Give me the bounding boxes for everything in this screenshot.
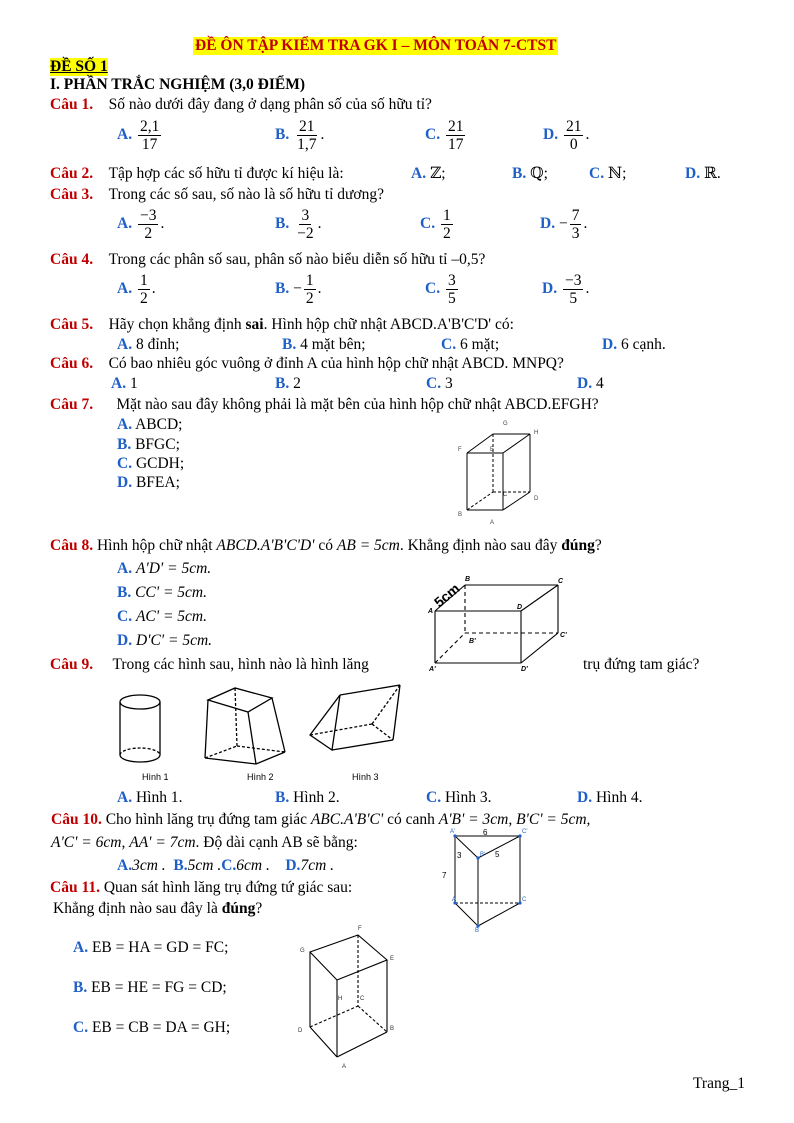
caption-hinh-2: Hình 2 — [247, 772, 274, 782]
question-text: Cho hình lăng trụ đứng tam giác — [105, 811, 311, 828]
option-key: C. — [426, 375, 442, 392]
edge-length-label: 5cm — [430, 580, 463, 611]
option-value: 3cm . — [132, 857, 166, 874]
vertex-f: F — [458, 447, 462, 453]
option-key: A. — [117, 280, 133, 298]
option-key: C. — [441, 336, 457, 353]
edge-label-6: 6 — [483, 828, 488, 837]
vertex-g: G — [503, 421, 508, 427]
question-text: Trong các phân số sau, phân số nào biểu diễn số hữu tỉ –0,5? — [108, 251, 486, 268]
denominator: 0 — [569, 136, 578, 154]
option-d[interactable] — [602, 336, 666, 354]
option-a[interactable] — [411, 165, 446, 183]
question-text: Mặt nào sau đây không phải là mặt bên của hình hộp chữ nhật ABCD.EFGH? — [116, 396, 599, 413]
suffix: . — [317, 280, 322, 298]
option-b[interactable] — [73, 979, 227, 997]
question-10 — [51, 811, 590, 829]
question-label: Câu 9. — [50, 656, 94, 673]
option-b[interactable] — [275, 272, 321, 307]
question-9 — [50, 656, 369, 674]
option-c[interactable] — [117, 455, 184, 473]
question-text: Số nào dưới đây đang ở dạng phân số của số hữu tỉ? — [108, 96, 432, 113]
option-b[interactable] — [275, 789, 340, 807]
numerator: −3 — [139, 207, 157, 224]
denominator: 2 — [144, 225, 153, 243]
option-key: B. — [275, 126, 290, 144]
option-d[interactable] — [543, 118, 589, 153]
option-b[interactable] — [117, 584, 207, 602]
option-value: 6 mặt; — [459, 336, 500, 353]
suffix: . — [320, 126, 325, 144]
option-d[interactable] — [285, 857, 334, 874]
option-key: C. — [589, 165, 605, 182]
suffix: . — [160, 215, 165, 233]
question-label: Câu 4. — [50, 251, 94, 268]
option-b[interactable] — [282, 336, 366, 354]
page-footer: Trang_1 — [693, 1075, 745, 1092]
option-value: Hình 3. — [444, 789, 492, 806]
option-value: 6cm . — [236, 857, 270, 874]
option-d[interactable] — [540, 207, 587, 242]
option-key: D. — [577, 789, 593, 806]
vertex-b: B — [390, 1026, 395, 1032]
option-key: B. — [275, 215, 290, 233]
vertex-a: A — [342, 1064, 347, 1070]
math-expression: A'C' = 6cm — [51, 834, 122, 851]
option-key: C. — [425, 280, 441, 298]
question-text: Trong các hình sau, hình nào là hình lăng — [112, 656, 369, 673]
option-c[interactable] — [426, 375, 453, 393]
emphasis: đúng — [561, 537, 595, 554]
question-label: Câu 1. — [50, 96, 94, 113]
sign: − — [293, 280, 302, 298]
denominator: 2 — [305, 290, 314, 308]
vertex-h: H — [338, 996, 343, 1002]
option-b[interactable] — [275, 118, 324, 153]
q8-box-figure — [425, 575, 585, 675]
math-expression: ABCD.A'B'C'D' — [216, 537, 315, 554]
option-key: B. — [275, 280, 290, 298]
option-value: Hình 2. — [293, 789, 340, 806]
option-key: B. — [117, 584, 132, 601]
vertex-a: A — [490, 520, 495, 526]
option-c[interactable] — [425, 272, 460, 307]
vertex-h: H — [534, 430, 539, 436]
numerator: 1 — [442, 207, 451, 224]
option-c[interactable] — [425, 118, 467, 153]
math-expression: AA' = 7cm — [129, 834, 196, 851]
q10-prism-figure — [440, 828, 535, 933]
numerator: 2,1 — [139, 118, 160, 135]
option-key: C. — [73, 1019, 89, 1036]
option-value: ℤ; — [429, 165, 446, 182]
vertex-c-prime: C' — [560, 632, 567, 639]
option-value: EB = CB = DA = GH; — [91, 1019, 231, 1036]
emphasis: sai — [245, 316, 264, 333]
question-4 — [50, 251, 485, 269]
option-key: B. — [275, 375, 290, 392]
question-text: . Độ dài cạnh AB sẽ bằng: — [195, 834, 358, 851]
denominator: 5 — [569, 290, 578, 308]
option-key: B. — [173, 857, 188, 874]
question-text-end: ? — [594, 537, 602, 554]
option-value: 7cm . — [300, 857, 335, 874]
question-3 — [50, 186, 384, 204]
option-key: A. — [117, 336, 133, 353]
q9-figures — [110, 680, 420, 785]
option-a[interactable] — [117, 118, 163, 153]
suffix: . — [585, 126, 590, 144]
option-value: EB = HA = GD = FC; — [91, 939, 229, 956]
options-row — [117, 857, 334, 875]
option-key: A. — [117, 416, 133, 433]
vertex-b-prime: B' — [469, 638, 476, 645]
vertex-a-prime: A' — [450, 829, 456, 835]
vertex-b: B — [475, 928, 480, 934]
math-expression: A'B' = 3cm, B'C' = 5cm, — [438, 811, 591, 828]
option-b[interactable] — [275, 375, 301, 393]
vertex-c: C — [522, 897, 527, 903]
question-text-end: . Hình hộp chữ nhật ABCD.A'B'C'D' có: — [263, 316, 514, 333]
option-key: D. — [602, 336, 618, 353]
option-key: A. — [73, 939, 89, 956]
suffix: . — [583, 215, 588, 233]
option-a[interactable] — [117, 336, 179, 354]
option-key: B. — [275, 789, 290, 806]
question-text: . Khẳng định nào sau đây — [399, 537, 562, 554]
question-text: Tập hợp các số hữu tỉ được kí hiệu là: — [108, 165, 344, 182]
denominator: 17 — [447, 136, 464, 154]
denominator: 17 — [141, 136, 158, 154]
option-d[interactable] — [577, 375, 604, 393]
question-label: Câu 7. — [50, 396, 94, 413]
question-text: Hãy chọn khẳng định — [108, 316, 246, 333]
question-6 — [50, 355, 564, 373]
suffix: . — [585, 280, 590, 298]
question-label: Câu 3. — [50, 186, 94, 203]
option-d[interactable] — [117, 632, 212, 650]
option-value: CC' = 5cm. — [135, 584, 207, 601]
denominator: −2 — [297, 225, 314, 243]
question-text-end: ? — [255, 900, 263, 917]
denominator: 3 — [571, 225, 580, 243]
option-value: A'D' = 5cm. — [135, 560, 212, 577]
option-c[interactable] — [426, 789, 491, 807]
option-b[interactable] — [117, 436, 180, 454]
vertex-d: D — [517, 604, 523, 611]
question-1 — [50, 96, 432, 114]
denominator: 1,7 — [297, 136, 317, 154]
option-value: AC' = 5cm. — [135, 608, 207, 625]
suffix: . — [317, 215, 322, 233]
option-a[interactable] — [117, 207, 164, 242]
denominator: 2 — [442, 225, 451, 243]
vertex-c: C — [360, 996, 365, 1002]
sign: − — [558, 215, 568, 233]
option-key: D. — [540, 215, 556, 233]
option-value: ℝ. — [703, 165, 721, 182]
option-a[interactable] — [117, 789, 182, 807]
option-value: 4 mặt bên; — [300, 336, 366, 353]
option-key: C. — [221, 857, 237, 874]
option-d[interactable] — [542, 272, 589, 307]
math-expression: ABC.A'B'C' — [310, 811, 384, 828]
question-5 — [50, 316, 514, 334]
option-d[interactable] — [577, 789, 642, 807]
option-c[interactable] — [441, 336, 499, 354]
caption-hinh-3: Hình 3 — [352, 772, 379, 782]
vertex-a: A — [452, 897, 457, 903]
question-label: Câu 10. — [51, 811, 102, 828]
question-label: Câu 11. — [50, 879, 100, 896]
numerator: 3 — [301, 207, 310, 224]
option-a[interactable] — [117, 560, 211, 578]
vertex-d: D — [298, 1028, 303, 1034]
option-a[interactable] — [111, 375, 138, 393]
option-value: 1 — [129, 375, 138, 392]
option-c[interactable] — [73, 1019, 230, 1037]
option-key: D. — [685, 165, 701, 182]
vertex-c: C — [503, 492, 508, 498]
option-key: D. — [285, 857, 301, 874]
vertex-b-prime: B' — [480, 852, 486, 858]
vertex-b: B — [458, 512, 463, 518]
q7-box-figure — [450, 418, 560, 528]
option-key: D. — [577, 375, 593, 392]
question-2 — [50, 165, 344, 183]
numerator: 7 — [571, 207, 580, 224]
edge-label-5: 5 — [495, 850, 500, 859]
option-key: D. — [542, 280, 558, 298]
vertex-f: F — [358, 926, 362, 932]
option-key: A. — [117, 215, 133, 233]
option-a[interactable] — [73, 939, 228, 957]
numerator: 21 — [447, 118, 464, 135]
exam-number: ĐỀ SỐ 1 — [50, 58, 108, 75]
vertex-c: C — [558, 578, 564, 585]
math-expression: AB = 5cm — [336, 537, 400, 554]
denominator: 5 — [447, 290, 456, 308]
emphasis: đúng — [221, 900, 256, 917]
option-value: BFEA; — [135, 474, 180, 491]
option-a[interactable] — [117, 272, 156, 307]
option-c[interactable] — [221, 857, 270, 874]
question-label: Câu 5. — [50, 316, 94, 333]
option-key: C. — [425, 126, 441, 144]
option-key: B. — [117, 436, 132, 453]
option-a[interactable] — [117, 416, 182, 434]
edge-label-7: 7 — [442, 871, 447, 880]
option-b[interactable] — [512, 165, 548, 183]
question-11-line-2 — [53, 900, 262, 918]
option-value: Hình 4. — [595, 789, 643, 806]
question-label: Câu 8. — [50, 537, 94, 554]
numerator: 3 — [447, 272, 456, 289]
option-b[interactable] — [275, 207, 321, 242]
option-value: GCDH; — [135, 455, 185, 472]
option-key: C. — [117, 455, 133, 472]
question-9-continued: trụ đứng tam giác? — [583, 656, 700, 673]
option-c[interactable] — [589, 165, 626, 183]
option-value: 5cm . — [187, 857, 222, 874]
question-label: Câu 2. — [50, 165, 94, 182]
suffix: . — [151, 280, 156, 298]
vertex-c-prime: C' — [522, 829, 528, 835]
section-heading: I. PHẦN TRẮC NGHIỆM (3,0 ĐIỂM) — [50, 76, 306, 93]
option-key: C. — [426, 789, 442, 806]
caption-hinh-1: Hình 1 — [142, 772, 169, 782]
denominator: 2 — [139, 290, 148, 308]
option-d[interactable] — [117, 474, 180, 492]
vertex-d: D — [534, 496, 539, 502]
option-key: B. — [73, 979, 88, 996]
option-key: C. — [117, 608, 133, 625]
question-text: Trong các số sau, số nào là số hữu tỉ dương? — [108, 186, 384, 203]
option-key: C. — [420, 215, 436, 233]
option-value: 4 — [595, 375, 604, 392]
question-11 — [50, 879, 352, 897]
option-value: ABCD; — [135, 416, 183, 433]
vertex-b: B — [465, 576, 471, 583]
option-key: B. — [512, 165, 527, 182]
option-key: A. — [111, 375, 127, 392]
option-c[interactable] — [420, 207, 455, 242]
separator: , — [121, 834, 130, 851]
numerator: 21 — [299, 118, 315, 135]
question-text: Khẳng định nào sau đây là — [53, 900, 222, 917]
option-key: A. — [117, 560, 133, 577]
option-value: Hình 1. — [135, 789, 183, 806]
option-key: B. — [282, 336, 297, 353]
option-value: 2 — [293, 375, 301, 392]
question-text: Hình hộp chữ nhật — [96, 537, 217, 554]
option-value: ℚ; — [530, 165, 548, 182]
vertex-e: E — [390, 956, 395, 962]
option-value: BFGC; — [135, 436, 180, 453]
option-value: ℕ; — [607, 165, 627, 182]
option-key: A. — [411, 165, 427, 182]
option-value: D'C' = 5cm. — [135, 632, 213, 649]
vertex-d-prime: D' — [521, 666, 528, 673]
numerator: 1 — [305, 272, 314, 289]
option-key: A. — [117, 789, 133, 806]
question-text: có canh — [383, 811, 439, 828]
question-text: có — [318, 537, 337, 554]
option-key: D. — [117, 474, 133, 491]
numerator: 21 — [565, 118, 582, 135]
vertex-a: A — [428, 608, 434, 615]
option-key: A. — [117, 126, 133, 144]
option-b[interactable] — [173, 857, 221, 874]
numerator: 1 — [139, 272, 148, 289]
option-key: D. — [117, 632, 133, 649]
document-title: ĐỀ ÔN TẬP KIỂM TRA GK I – MÔN TOÁN 7-CTST — [195, 37, 557, 54]
question-text: Quan sát hình lăng trụ đứng tứ giác sau: — [103, 879, 353, 896]
edge-label-3: 3 — [457, 851, 462, 860]
question-10-line-2 — [51, 834, 358, 852]
vertex-a-prime: A' — [429, 666, 436, 673]
option-d[interactable] — [685, 165, 721, 183]
vertex-e: E — [490, 447, 495, 453]
question-label: Câu 6. — [50, 355, 94, 372]
option-c[interactable] — [117, 608, 207, 626]
question-text: Có bao nhiêu góc vuông ở đỉnh A của hình hộp chữ nhật ABCD. MNPQ? — [108, 355, 564, 372]
option-value: 6 cạnh. — [620, 336, 666, 353]
option-value: 8 đỉnh; — [135, 336, 180, 353]
option-key: A. — [117, 857, 133, 874]
numerator: −3 — [564, 272, 582, 289]
option-value: EB = HE = FG = CD; — [91, 979, 227, 996]
option-a[interactable] — [117, 857, 166, 874]
question-8 — [50, 537, 602, 555]
question-7 — [50, 396, 599, 414]
option-key: D. — [543, 126, 559, 144]
vertex-g: G — [300, 948, 305, 954]
option-value: 3 — [444, 375, 453, 392]
q11-prism-figure — [295, 922, 405, 1070]
